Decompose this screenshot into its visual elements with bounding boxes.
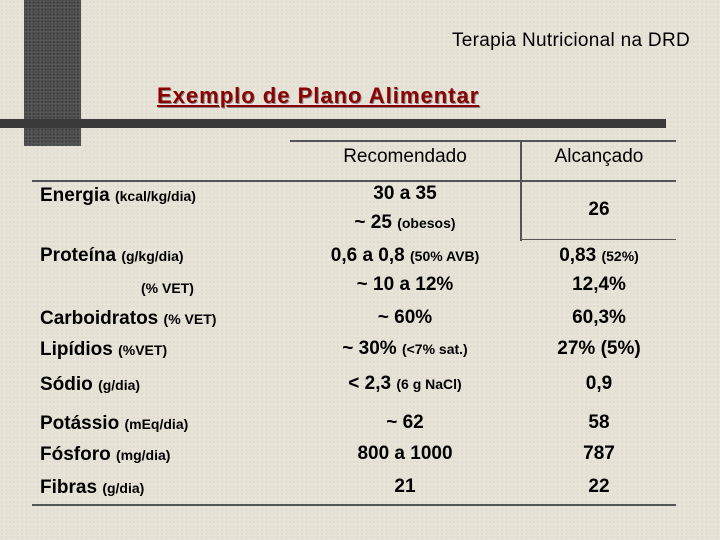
label-text: Energia (40, 185, 110, 206)
proteina-recomendado-2: ~ 10 a 12% (356, 274, 454, 295)
value-text: ~ 25 (354, 212, 392, 233)
label-text: Sódio (40, 374, 93, 395)
lipidios-recomendado (290, 338, 520, 360)
unit-text: (kcal/kg/dia) (114, 188, 196, 204)
potassio-recomendado: ~ 62 (386, 412, 424, 433)
fosforo-recomendado: 800 a 1000 (357, 443, 453, 464)
unit-text: (mg/dia) (116, 447, 171, 463)
note-text: (50% AVB) (410, 248, 480, 264)
row-label-sodio (40, 374, 140, 396)
row-label-lipidios (40, 339, 167, 361)
potassio-alcancado: 58 (588, 412, 610, 433)
slide-top-title: Terapia Nutricional na DRD (451, 30, 690, 51)
row-label-fibras (40, 477, 144, 499)
value-text: < 2,3 (348, 373, 392, 394)
proteina-unit-2 (141, 277, 194, 299)
fosforo-alcancado: 787 (583, 443, 615, 464)
lipidios-alcancado: 27% (5%) (557, 338, 641, 359)
sodio-recomendado (290, 373, 520, 395)
row-label-carboidratos (40, 308, 216, 330)
row-label-proteina (40, 245, 184, 267)
note-text: (6 g NaCl) (396, 376, 462, 392)
label-text: Carboidratos (40, 308, 159, 329)
label-text: Fibras (40, 477, 98, 498)
row-label-energia (40, 185, 196, 207)
row-label-fosforo (40, 444, 170, 466)
energia-alcancado: 26 (588, 199, 610, 220)
energia-recomendado-1: 30 a 35 (373, 183, 437, 204)
energia-recomendado-2 (290, 212, 520, 234)
column-header-alcancado: Alcançado (554, 146, 644, 167)
proteina-recomendado-1 (290, 245, 520, 267)
table-top-rule (290, 140, 676, 142)
proteina-alcancado-1 (522, 245, 676, 267)
table-bottom-rule (32, 504, 676, 506)
note-text: (obesos) (397, 215, 456, 231)
fibras-recomendado: 21 (394, 476, 416, 497)
alcancado-divider-rule (522, 239, 676, 240)
sodio-alcancado: 0,9 (585, 373, 613, 394)
unit-text: (g/dia) (102, 480, 145, 496)
label-text: Fósforo (40, 444, 111, 465)
note-text: (<7% sat.) (401, 341, 468, 357)
row-label-potassio (40, 413, 188, 435)
label-text: Proteína (40, 245, 117, 266)
label-text: Lipídios (40, 339, 113, 360)
unit-text: (g/kg/dia) (121, 248, 184, 264)
slide-heading: Exemplo de Plano Alimentar (157, 83, 480, 108)
value-text: 0,83 (559, 245, 597, 266)
table-left-top-rule (32, 143, 80, 144)
value-text: 0,6 a 0,8 (330, 245, 405, 266)
carboidratos-alcancado: 60,3% (572, 307, 626, 328)
carboidratos-recomendado: ~ 60% (377, 307, 433, 328)
value-text: ~ 30% (342, 338, 397, 359)
note-text: (52%) (601, 248, 639, 264)
proteina-alcancado-2: 12,4% (572, 274, 626, 295)
unit-text: (% VET) (141, 280, 194, 296)
header-bottom-rule (32, 180, 676, 182)
unit-text: (g/dia) (98, 377, 141, 393)
unit-text: (% VET) (163, 311, 217, 327)
unit-text: (mEq/dia) (124, 416, 189, 432)
fibras-alcancado: 22 (588, 476, 610, 497)
column-header-recomendado: Recomendado (343, 146, 467, 167)
decorative-line (0, 119, 666, 128)
label-text: Potássio (40, 413, 120, 434)
unit-text: (%VET) (118, 342, 168, 358)
